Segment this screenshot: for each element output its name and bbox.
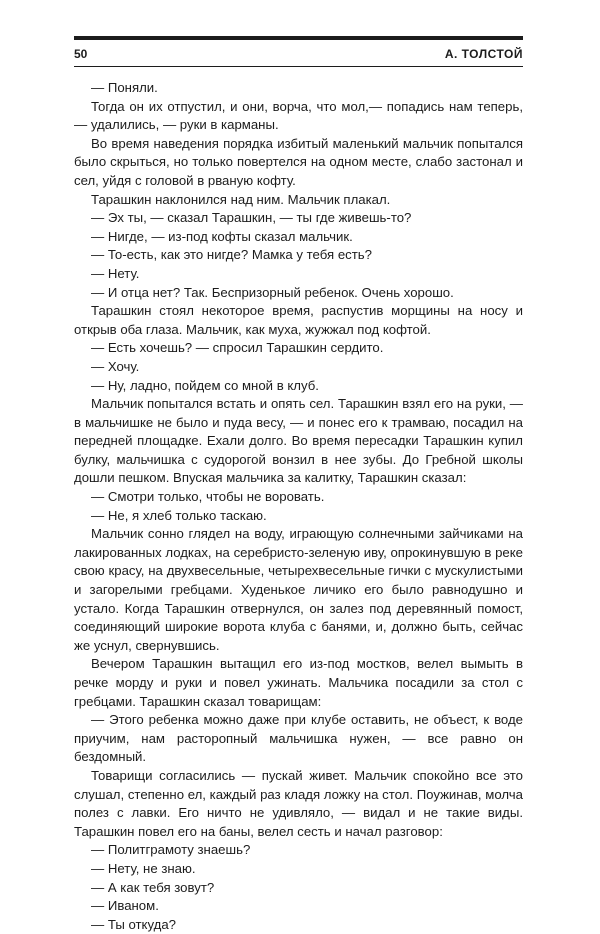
page-number: 50	[74, 47, 88, 61]
paragraph: Мальчик попытался встать и опять сел. Тарашкин взял его на руки, — в мальчишке не было и пуда весу, — и понес его к трамваю, посадил на передней площадке. Ехали долго. Во время пересадки Тарашкин купил булку, мальчишка с судорогой вонзил в нее зубы. До Гребной школы дошли пешком. Впуская мальчика за калитку, Тарашкин сказал:	[74, 396, 523, 486]
paragraph: — Хочу.	[91, 358, 140, 374]
paragraph: — Этого ребенка можно даже при клубе оставить, не объест, к воде приучим, нам расторопный мальчишка нужен, — все равно он бездомный.	[74, 712, 523, 765]
paragraph: — Нету.	[91, 265, 140, 281]
paragraph: — И отца нет? Так. Беспризорный ребенок. Очень хорошо.	[91, 284, 454, 300]
running-title: А. ТОЛСТОЙ	[444, 47, 523, 61]
header-rule-top	[74, 36, 523, 40]
paragraph: Товарищи согласились — пускай живет. Мальчик спокойно все это слушал, степенно ел, каждый раз кладя ложку на стол. Поужинав, молча полез с лавки. Его ничто не удивляло, — видал и не такие виды. Тарашкин повел его на баны, велел сесть и начал разговор:	[74, 767, 523, 839]
paragraph: Тогда он их отпустил, и они, ворча, что мол,— попадись нам теперь, — удалились, — руки в карманы.	[74, 98, 523, 133]
paragraph: Тарашкин стоял некоторое время, распустив морщины на носу и открыв оба глаза. Мальчик, как муха, жужжал под кофтой.	[74, 303, 523, 337]
paragraph: — То-есть, как это нигде? Мамка у тебя есть?	[91, 247, 372, 263]
paragraph: — Иваном.	[91, 898, 159, 914]
paragraph: — Ну, ладно, пойдем со мной в клуб.	[91, 377, 319, 393]
paragraph: Мальчик сонно глядел на воду, играющую солнечными зайчиками на лакированных лодках, на серебристо-зеленую иву, опрокинувшую в реке свою красу, на двухвесельные, четырехвесельные гички с мускулистыми и загорелыми гребцами. Худенькое личико его было равнодушно и устало. Когда Тарашкин отвернулся, он залез под деревянный помост, соединяющий широкие ворота клуба с банями, и, должно быть, сейчас же уснул, свернувшись.	[74, 526, 523, 653]
paragraph: — Нигде, — из-под кофты сказал мальчик.	[91, 228, 353, 244]
paragraph: — Есть хочешь? — спросил Тарашкин сердито.	[91, 340, 384, 356]
paragraph: Тарашкин наклонился над ним. Мальчик плакал.	[91, 191, 391, 207]
paragraph: — Поняли.	[91, 80, 158, 95]
header-rule-bottom	[74, 66, 523, 67]
paragraph: Вечером Тарашкин вытащил его из-под мостков, велел вымыть в речке морду и руки и повел ужинать. Мальчика посадили за стол с гребцами. Тарашкин сказал товарищам:	[74, 656, 523, 709]
paragraph: — А как тебя зовут?	[91, 879, 215, 895]
paragraph: — Не, я хлеб только таскаю.	[91, 507, 267, 523]
paragraph: — Смотри только, чтобы не воровать.	[91, 489, 325, 505]
paragraph: — Нету, не знаю.	[91, 860, 196, 876]
paragraph: — Политграмоту знаешь?	[91, 842, 251, 858]
paragraph: — Ты откуда?	[91, 916, 176, 932]
paragraph: Во время наведения порядка избитый маленький мальчик попытался было скрыться, но только повертелся на одном месте, слабо застонал и сел, уйдя с головой в рваную кофту.	[74, 135, 523, 188]
body-text	[74, 79, 523, 934]
paragraph: — Эх ты, — сказал Тарашкин, — ты где живешь-то?	[91, 210, 412, 226]
